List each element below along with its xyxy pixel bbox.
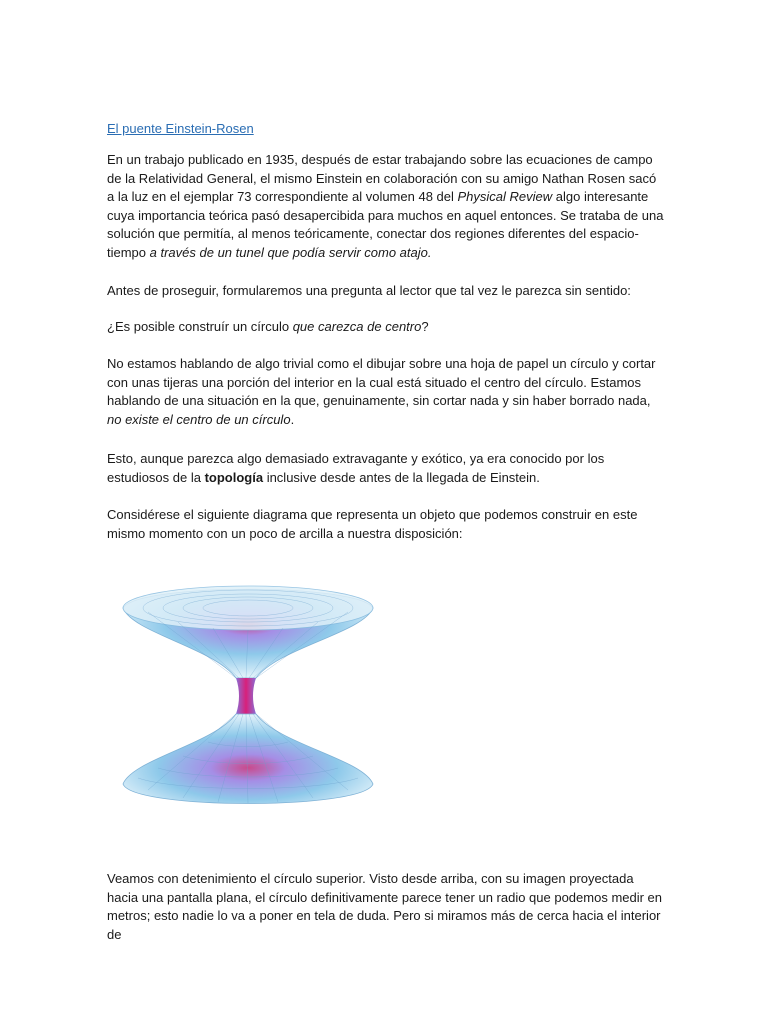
paragraph-2: Antes de proseguir, formularemos una pregunta al lector que tal vez le parezca sin sentido: <box>107 283 631 298</box>
section-title-link[interactable]: El puente Einstein-Rosen <box>107 121 254 136</box>
paragraph-5-text-a: Esto, aunque parezca algo demasiado extravagante y exótico, ya era conocido por los estudiosos de la <box>107 451 605 485</box>
paragraph-4-italic: no existe el centro de un círculo <box>107 411 291 427</box>
paragraph-5 <box>107 450 667 487</box>
paragraph-4-text-c: . <box>290 411 295 427</box>
paragraph-1-text-c: algo interesante cuya importancia teórica pasó desapercibida para muchos en aquel entonces. Se trataba de una solución que permitía, al menos teóricamente, conectar dos regiones diferentes del espacio-tiempo <box>107 189 664 260</box>
paragraph-5-text-c: inclusive desde antes de la llegada de Einstein. <box>263 469 540 485</box>
paragraph-1-text-a: En un trabajo publicado en 1935, después de estar trabajando sobre las ecuaciones de campo de la Relatividad General, el mismo Einstein en colaboración con su amigo Nathan Rosen sacó a la luz en el ejemplar 73 correspondiente al volumen 48 del <box>107 152 657 204</box>
paragraph-4 <box>107 355 667 429</box>
journal-name: Physical Review <box>457 189 553 204</box>
paragraph-1-italic-d: a través de un tunel que podía servir como atajo. <box>149 244 432 260</box>
paragraph-3-text-a: ¿Es posible construír un círculo <box>107 319 293 334</box>
paragraph-3-text-c: ? <box>421 319 429 334</box>
paragraph-3 <box>107 318 667 337</box>
paragraph-6: Considérese el siguiente diagrama que representa un objeto que podemos construir en este mismo momento con un poco de arcilla a nuestra disposición: <box>107 507 638 541</box>
topology-term: topología <box>204 469 264 485</box>
paragraph-7: Veamos con detenimiento el círculo superior. Visto desde arriba, con su imagen proyectada hacia una pantalla plana, el círculo definitivamente parece tener un radio que podemos medir en metros; esto nadie lo va a poner en tela de duda. Pero si miramos más de cerca hacia el interior de <box>107 871 663 942</box>
wormhole-diagram-icon <box>118 578 378 818</box>
paragraph-3-italic: que carezca de centro <box>292 319 422 334</box>
paragraph-1 <box>107 151 667 262</box>
paragraph-4-text-a: No estamos hablando de algo trivial como el dibujar sobre una hoja de papel un círculo y cortar con unas tijeras una porción del interior en la cual está situado el centro del círculo. Estamos hablando de una situación en la que, genuinamente, sin cortar nada y sin haber borrado nada, <box>107 356 656 408</box>
